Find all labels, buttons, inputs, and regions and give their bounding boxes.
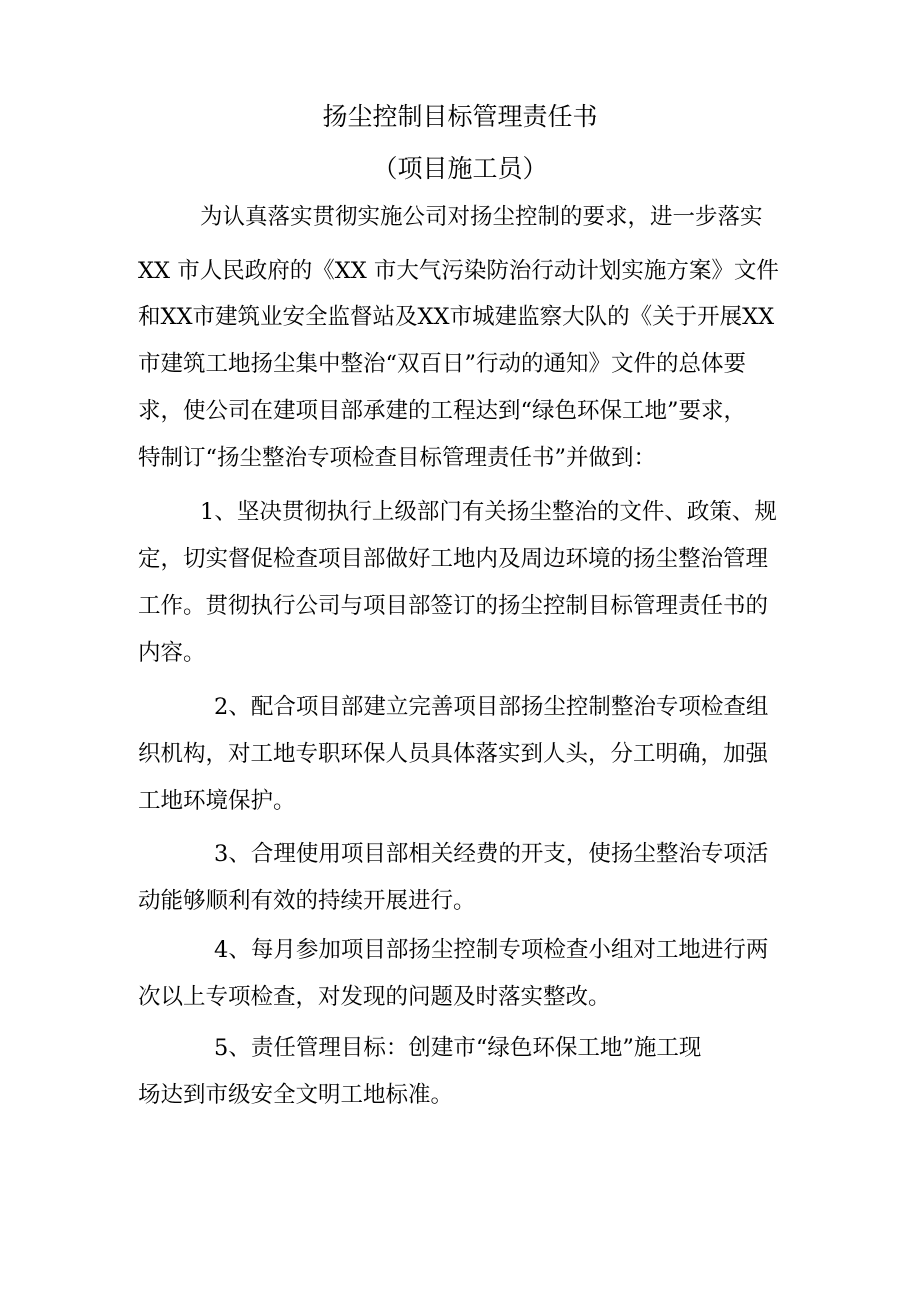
intro-line: 市建筑工地扬尘集中整治“双百日”行动的通知》文件的总体要 [138, 351, 747, 377]
item-2-line: 织机构，对工地专职环保人员具体落实到人头，分工明确，加强 [138, 741, 769, 767]
document-subtitle: （项目施工员） [372, 154, 548, 183]
item-1-line: 内容。 [138, 640, 206, 666]
item-1-line: 工作。贯彻执行公司与项目部签订的扬尘控制目标管理责任书的 [138, 593, 769, 619]
item-5-line: 5、责任管理目标：创建市“绿色环保工地”施工现 [214, 1035, 702, 1061]
intro-line: XX 市人民政府的《XX 市大气污染防治行动计划实施方案》文件 [138, 258, 779, 284]
item-1-line: 定，切实督促检查项目部做好工地内及周边环境的扬尘整治管理 [138, 546, 769, 572]
intro-line: 为认真落实贯彻实施公司对扬尘控制的要求，进一步落实 [200, 204, 763, 230]
document-title: 扬尘控制目标管理责任书 [322, 102, 598, 131]
item-4-line: 次以上专项检查，对发现的问题及时落实整改。 [138, 984, 611, 1010]
item-3-line: 动能够顺利有效的持续开展进行。 [138, 888, 476, 914]
intro-line: 求，使公司在建项目部承建的工程达到“绿色环保工地”要求， [138, 398, 747, 424]
item-5-line: 场达到市级安全文明工地标准。 [138, 1082, 454, 1108]
intro-line: 特制订“扬尘整治专项检查目标管理责任书”并做到： [138, 445, 657, 471]
item-2-line: 2、配合项目部建立完善项目部扬尘控制整治专项检查组 [214, 694, 769, 720]
item-1-line: 1、坚决贯彻执行上级部门有关扬尘整治的文件、政策、规 [200, 499, 777, 525]
item-4-line: 4、每月参加项目部扬尘控制专项检查小组对工地进行两 [214, 937, 769, 963]
intro-line: 和XX市建筑业安全监督站及XX市城建监察大队的《关于开展XX [138, 304, 775, 330]
item-2-line: 工地环境保护。 [138, 788, 296, 814]
item-3-line: 3、合理使用项目部相关经费的开支，使扬尘整治专项活 [214, 841, 769, 867]
